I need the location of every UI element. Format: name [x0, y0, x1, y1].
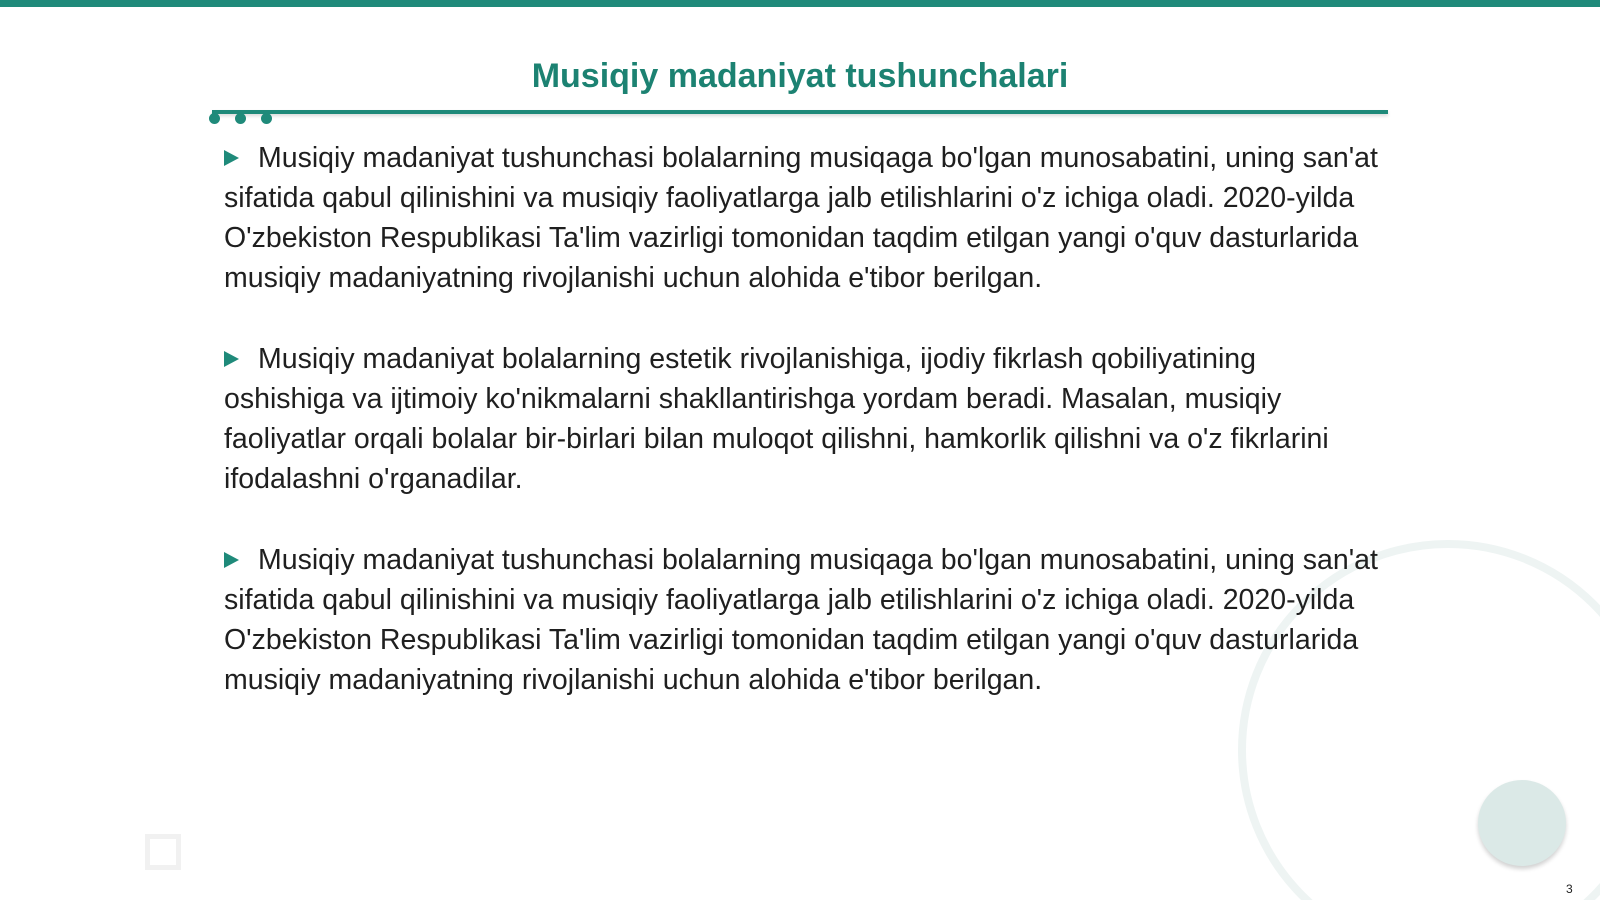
- underline-dot: [209, 113, 220, 124]
- bullet-text: Musiqiy madaniyat tushunchasi bolalarning musiqaga bo'lgan munosabatini, uning san'at sifatida qabul qilinishini va musiqiy faoliyatlarga jalb etilishlarini o'z ichiga oladi. 2020-yilda O'zbekiston Respublikasi Ta'lim vazirligi tomonidan taqdim etilgan yangi o'quv dasturlarida musiqiy madaniyatning rivojlanishi uchun alohida e'tibor berilgan.: [224, 142, 1378, 294]
- decorative-circle: [1478, 780, 1566, 866]
- triangle-right-icon: [224, 150, 239, 166]
- top-accent-bar: [0, 0, 1600, 7]
- bullet-list: [224, 138, 1384, 741]
- slide-title: Musiqiy madaniyat tushunchalari: [531, 57, 1069, 95]
- title-underline: [212, 110, 1388, 114]
- underline-dot: [235, 113, 246, 124]
- bullet-item: [224, 138, 1384, 298]
- bullet-item: [224, 540, 1384, 700]
- triangle-right-icon: [224, 351, 239, 367]
- page-number: 3: [1566, 882, 1573, 896]
- bullet-text: Musiqiy madaniyat bolalarning estetik rivojlanishiga, ijodiy fikrlash qobiliyatining oshishiga va ijtimoiy ko'nikmalarni shakllantirishga yordam beradi. Masalan, musiqiy faoliyatlar orqali bolalar bir-birlari bilan muloqot qilishni, hamkorlik qilishni va o'z fikrlarini ifodalashni o'rganadilar.: [224, 343, 1329, 495]
- triangle-right-icon: [224, 552, 239, 568]
- decorative-square: [145, 834, 181, 870]
- underline-dot: [261, 113, 272, 124]
- bullet-item: [224, 339, 1384, 499]
- bullet-text: Musiqiy madaniyat tushunchasi bolalarning musiqaga bo'lgan munosabatini, uning san'at sifatida qabul qilinishini va musiqiy faoliyatlarga jalb etilishlarini o'z ichiga oladi. 2020-yilda O'zbekiston Respublikasi Ta'lim vazirligi tomonidan taqdim etilgan yangi o'quv dasturlarida musiqiy madaniyatning rivojlanishi uchun alohida e'tibor berilgan.: [224, 544, 1378, 696]
